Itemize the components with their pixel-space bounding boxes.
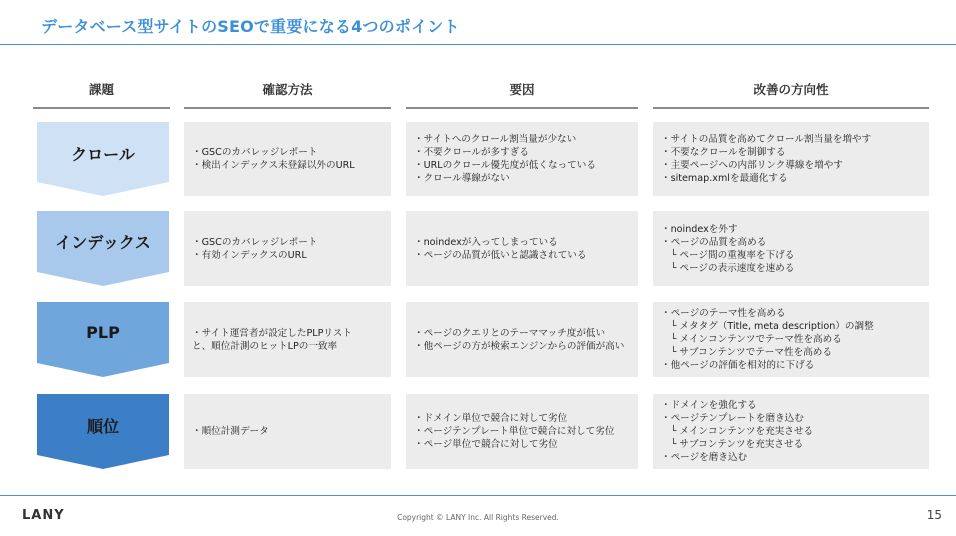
row-label-plp xyxy=(37,302,169,377)
page-number: 15 xyxy=(926,508,942,522)
cell-line: ・不要なクロールを制御する xyxy=(661,147,786,158)
cell-line: └ メタタグ（Title, meta description）の調整 xyxy=(661,321,874,332)
row-label-text: 順位 xyxy=(86,417,119,436)
column-header-topic: 課題 xyxy=(88,82,114,97)
cause-cell-index xyxy=(406,211,638,286)
cell-line: ・不要クロールが多すぎる xyxy=(414,147,529,158)
cell-line: └ サブコンテンツでテーマ性を高める xyxy=(661,347,832,358)
cell-line: ・サイトへのクロール割当量が少ない xyxy=(414,134,577,145)
improvement-cell-index xyxy=(653,211,929,286)
cell-line: └ ページの表示速度を速める xyxy=(661,262,795,274)
copyright-text: Copyright © LANY Inc. All Rights Reserved. xyxy=(397,513,559,522)
footer-divider xyxy=(0,495,956,496)
cell-line: ・順位計測データ xyxy=(192,426,269,437)
improvement-cell-ranking xyxy=(653,394,929,469)
cell-line: ・URLのクロール優先度が低くなっている xyxy=(414,160,596,171)
cell-line: ・主要ページへの内部リンク導線を増やす xyxy=(661,160,843,171)
cell-line: └ メインコンテンツでテーマ性を高める xyxy=(661,334,842,345)
row-label-ranking xyxy=(37,394,169,469)
cell-line: ・ページの品質を高める xyxy=(661,236,767,248)
cell-line: ・クロール導線がない xyxy=(414,173,510,184)
slide-title: データベース型サイトのSEOで重要になる4つのポイント xyxy=(41,17,460,36)
cell-line: ・他ページの評価を相対的に下げる xyxy=(661,360,815,371)
cause-cell-crawl xyxy=(406,122,638,196)
row-label-index xyxy=(37,211,169,286)
cell-line: └ メインコンテンツを充実させる xyxy=(661,426,814,437)
improvement-cell-crawl xyxy=(653,122,929,196)
cell-line: ・GSCのカバレッジレポート xyxy=(192,147,318,158)
cell-line: ・ページを磨き込む xyxy=(661,452,748,463)
cell-line: ・ページの品質が低いと認識されている xyxy=(414,249,587,261)
column-header-method-underline xyxy=(184,107,391,109)
cell-line: ・noindexが入ってしまっている xyxy=(414,236,558,248)
company-logo: LANY xyxy=(22,508,65,523)
column-header-cause: 要因 xyxy=(509,82,535,97)
cell-line: ・noindexを外す xyxy=(661,223,738,235)
cell-line: ・他ページの方が検索エンジンからの評価が高い xyxy=(414,340,625,352)
cell-line: ・ページテンプレート単位で競合に対して劣位 xyxy=(414,426,615,437)
cell-line: ・検出インデックス未登録以外のURL xyxy=(192,160,355,171)
cell-line: ・ドメインを強化する xyxy=(661,400,757,411)
column-header-improvement: 改善の方向性 xyxy=(753,82,829,97)
cell-line: ・ページのクエリとのテーママッチ度が低い xyxy=(414,327,606,339)
cell-line: └ ページ間の重複率を下げる xyxy=(661,249,795,261)
column-header-cause-underline xyxy=(406,107,638,109)
cell-line: ・ページ単位で競合に対して劣位 xyxy=(414,439,558,450)
cell-line: ・サイト運営者が設定したPLPリスト xyxy=(192,327,352,339)
row-label-text: インデックス xyxy=(55,233,151,252)
method-cell-crawl xyxy=(184,122,391,196)
column-header-improvement-underline xyxy=(653,107,929,109)
method-cell-index xyxy=(184,211,391,286)
cell-line: ・ページのテーマ性を高める xyxy=(661,308,786,319)
cause-cell-plp xyxy=(406,302,638,377)
column-header-topic-underline xyxy=(33,107,170,109)
column-header-method: 確認方法 xyxy=(262,82,313,97)
cell-line: ・GSCのカバレッジレポート xyxy=(192,236,318,248)
row-label-crawl xyxy=(37,122,169,196)
method-cell-plp xyxy=(184,302,391,377)
cell-line: ・ドメイン単位で競合に対して劣位 xyxy=(414,413,568,424)
cell-line: └ サブコンテンツを充実させる xyxy=(661,439,804,450)
title-divider xyxy=(0,44,956,45)
row-label-text: クロール xyxy=(71,145,135,164)
cell-line: ・有効インデックスのURL xyxy=(192,249,307,261)
cause-cell-ranking xyxy=(406,394,638,469)
cell-line: ・サイトの品質を高めてクロール割当量を増やす xyxy=(661,134,872,145)
cell-line: と、順位計測のヒットLPの一致率 xyxy=(192,340,338,352)
improvement-cell-plp xyxy=(653,302,929,377)
row-label-text: PLP xyxy=(86,323,120,342)
cell-line: ・ページテンプレートを磨き込む xyxy=(661,413,804,424)
method-cell-ranking xyxy=(184,394,391,469)
cell-line: ・sitemap.xmlを最適化する xyxy=(661,173,788,184)
